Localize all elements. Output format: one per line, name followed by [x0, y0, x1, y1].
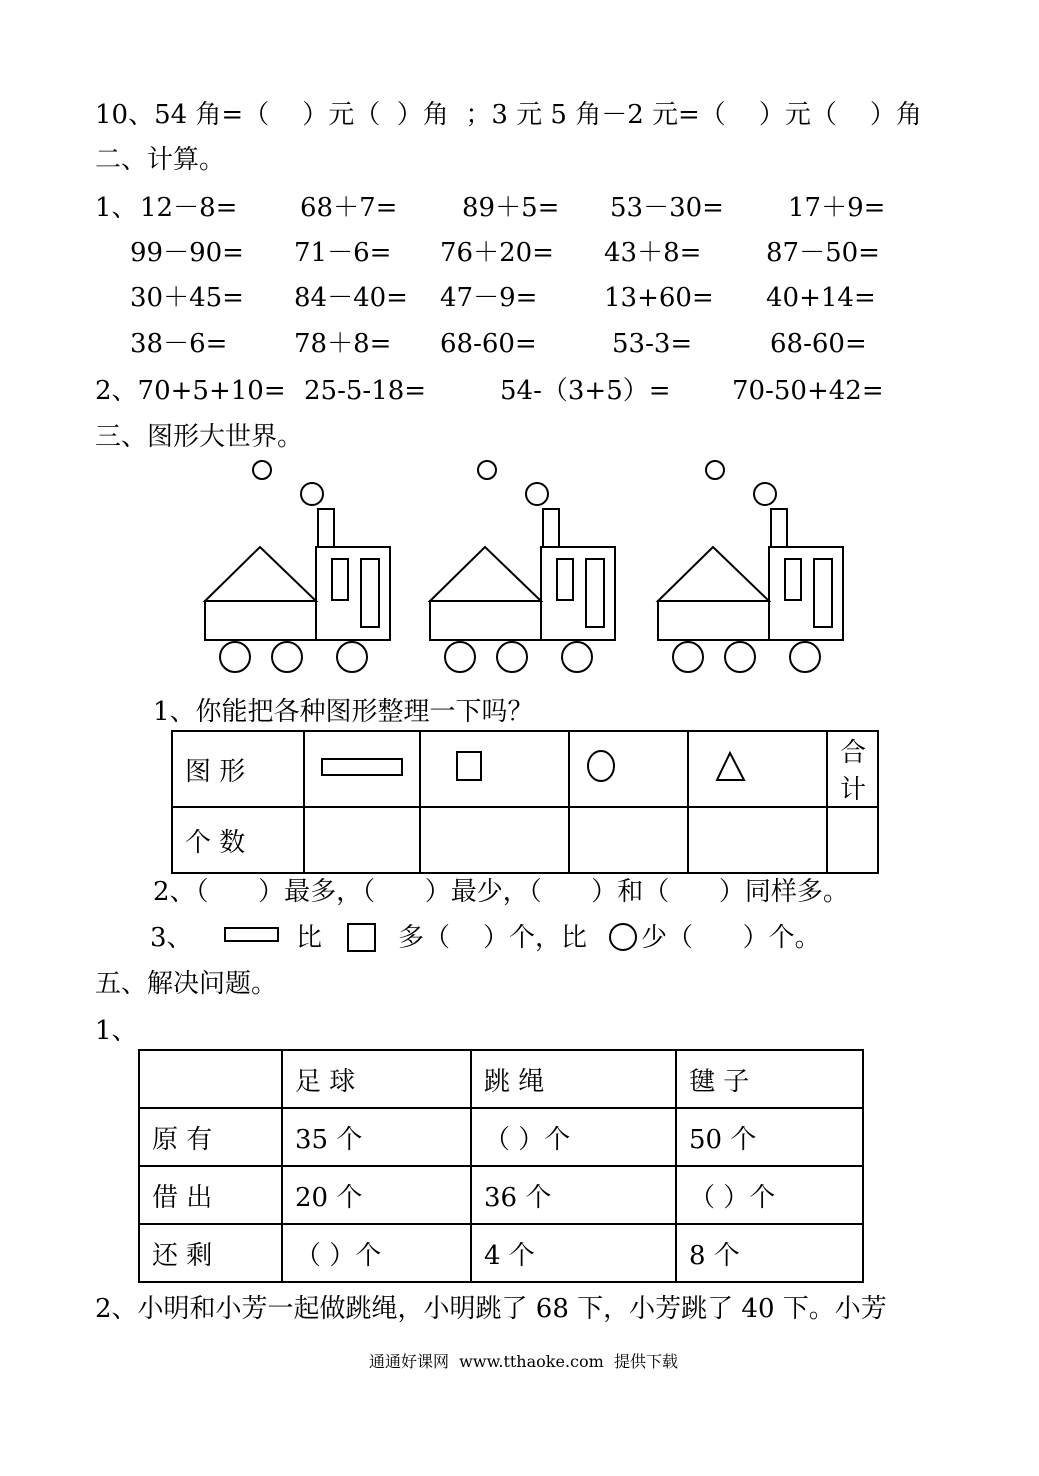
table-corner: [139, 1050, 282, 1108]
circle-icon: [586, 748, 618, 784]
shape-question-2: 2、（ ）最多，（ ）最少，（ ）和（ ）同样多。: [153, 877, 849, 907]
table-row: [139, 1224, 863, 1282]
total-label: 合 计: [827, 731, 878, 807]
calc-item: 84－40=: [294, 283, 408, 313]
train-2: [430, 461, 615, 672]
more-text: 多（ ）个，比: [398, 923, 588, 953]
calc-item: 13+60=: [604, 283, 714, 313]
triangle-shape-cell: [688, 731, 827, 807]
table-cell: 50 个: [676, 1108, 863, 1166]
table-row: [139, 1108, 863, 1166]
calc-item: 43＋8=: [604, 238, 702, 268]
answer-cell[interactable]: （ ）个: [471, 1108, 676, 1166]
count-cell-triangle[interactable]: [688, 807, 827, 873]
calc-item: 68-60=: [770, 329, 867, 359]
count-cell-rectangle[interactable]: [304, 807, 420, 873]
circle-shape-cell: [569, 731, 688, 807]
rectangle-icon: [224, 926, 280, 944]
calc-item: 40+14=: [766, 283, 876, 313]
calc-item: 17＋9=: [788, 193, 886, 223]
table-cell: 8 个: [676, 1224, 863, 1282]
calc-item: 99－90=: [130, 238, 244, 268]
calc2-item: 2、70+5+10=: [95, 376, 286, 406]
calc-item: 30＋45=: [130, 283, 244, 313]
shapes-table: [171, 730, 879, 874]
calc-item: 12－8=: [140, 193, 238, 223]
problem-2: 2、小明和小芳一起做跳绳，小明跳了 68 下，小芳跳了 40 下。小芳: [95, 1294, 887, 1324]
table-row: [139, 1166, 863, 1224]
count-cell-total[interactable]: [827, 807, 878, 873]
row-label: 借 出: [139, 1166, 282, 1224]
calc-item: 38－6=: [130, 329, 228, 359]
question-10: 10、54 角=（ ）元（ ）角 ；3 元 5 角－2 元=（ ）元（ ）角: [95, 100, 922, 130]
calc-item: 76＋20=: [440, 238, 554, 268]
calc-item: 89＋5=: [462, 193, 560, 223]
table-cell: 20 个: [282, 1166, 471, 1224]
shape-question-3-num: 3、: [150, 923, 193, 953]
compare-text: 比: [296, 923, 323, 953]
triangle-icon: [715, 750, 747, 782]
calc-item: 68-60=: [440, 329, 537, 359]
rectangle-shape-cell: [304, 731, 420, 807]
calc-item: 68＋7=: [300, 193, 398, 223]
trains-illustration: [195, 455, 865, 680]
equipment-table: [138, 1049, 864, 1283]
rectangle-icon: [321, 757, 403, 777]
square-icon: [346, 922, 378, 954]
less-text: 少（ ）个。: [641, 923, 821, 953]
row-label: 原 有: [139, 1108, 282, 1166]
header-jump-rope: 跳 绳: [471, 1050, 676, 1108]
row-label: 还 剩: [139, 1224, 282, 1282]
shape-row-label: 图 形: [172, 731, 304, 807]
table-cell: 36 个: [471, 1166, 676, 1224]
section-5-title: 五、解决问题。: [95, 969, 278, 999]
header-football: 足 球: [282, 1050, 471, 1108]
square-shape-cell: [420, 731, 569, 807]
calc2-item: 25-5-18=: [304, 376, 427, 406]
calc-item: 87－50=: [766, 238, 880, 268]
square-icon: [455, 750, 485, 782]
count-cell-square[interactable]: [420, 807, 569, 873]
answer-cell[interactable]: （ ）个: [676, 1166, 863, 1224]
calc-item: 53－30=: [610, 193, 724, 223]
train-3: [658, 461, 843, 672]
answer-cell[interactable]: （ ）个: [282, 1224, 471, 1282]
footer: 通通好课网 www.tthaoke.com 提供下载: [369, 1352, 678, 1371]
calc-item: 71－6=: [294, 238, 392, 268]
calc-item: 53-3=: [612, 329, 693, 359]
calc-item: 47－9=: [440, 283, 538, 313]
header-shuttlecock: 毽 子: [676, 1050, 863, 1108]
count-cell-circle[interactable]: [569, 807, 688, 873]
calc1-label: 1、: [95, 193, 138, 223]
section-3-title: 三、图形大世界。: [95, 422, 304, 452]
calc-item: 78＋8=: [294, 329, 392, 359]
calc2-item: 70-50+42=: [732, 376, 884, 406]
circle-icon: [608, 921, 640, 953]
table-cell: 35 个: [282, 1108, 471, 1166]
calc2-item: 54-（3+5）=: [500, 376, 671, 406]
shape-question-1: 1、你能把各种图形整理一下吗？: [153, 697, 534, 727]
section-2-title: 二、计算。: [95, 145, 226, 175]
train-1: [205, 461, 390, 672]
table-cell: 4 个: [471, 1224, 676, 1282]
problem-1-label: 1、: [95, 1016, 138, 1046]
count-row-label: 个 数: [172, 807, 304, 873]
